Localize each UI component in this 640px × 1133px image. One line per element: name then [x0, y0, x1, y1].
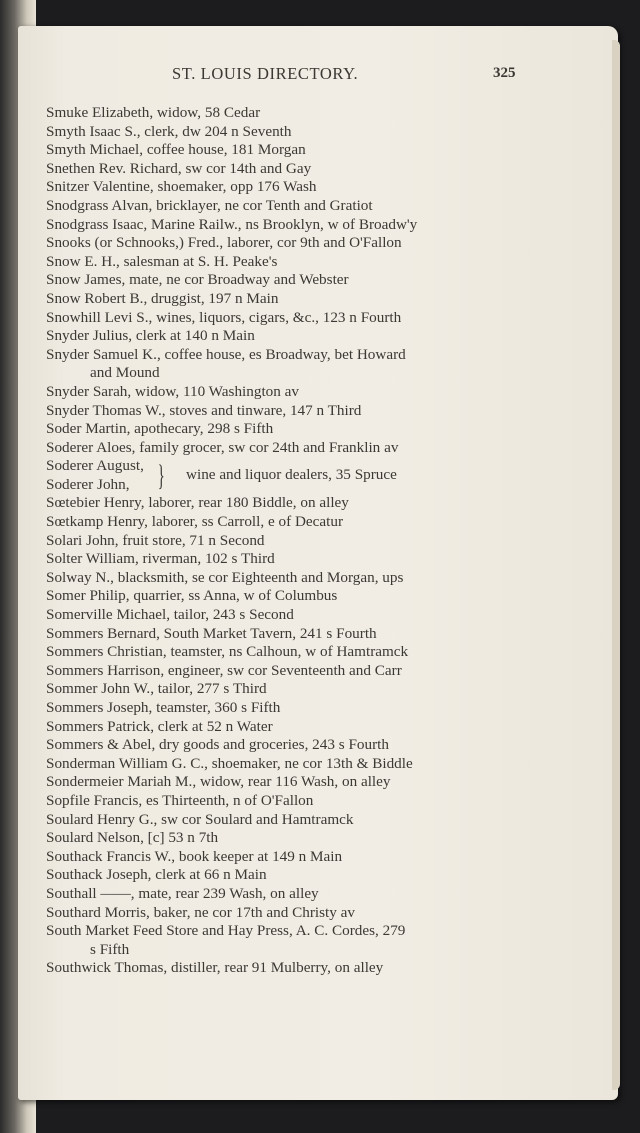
directory-entry: Sommers Christian, teamster, ns Calhoun, w of Hamtramck: [46, 643, 409, 661]
shared-description: wine and liquor dealers, 35 Spruce: [186, 466, 397, 484]
page-header: [0, 64, 640, 86]
directory-entry: Sœtebier Henry, laborer, rear 180 Biddle, on alley: [46, 494, 349, 512]
directory-entry: Somerville Michael, tailor, 243 s Second: [46, 606, 294, 624]
directory-entry: Solway N., blacksmith, se cor Eighteenth and Morgan, ups: [46, 568, 404, 586]
directory-entry: Snethen Rev. Richard, sw cor 14th and Gay: [46, 159, 312, 177]
directory-entry: South Market Feed Store and Hay Press, A. C. Cordes, 279: [46, 922, 406, 940]
directory-entry: Snyder Thomas W., stoves and tinware, 147 n Third: [46, 401, 362, 419]
directory-entries: [36, 104, 536, 978]
directory-entry: Snowhill Levi S., wines, liquors, cigars, &c., 123 n Fourth: [46, 308, 402, 326]
directory-entry: Solter William, riverman, 102 s Third: [46, 550, 275, 568]
grouped-entry: [36, 457, 536, 494]
page-edge: [612, 40, 620, 1090]
directory-entry: Snooks (or Schnooks,) Fred., laborer, cor 9th and O'Fallon: [46, 234, 402, 252]
directory-entry: Snodgrass Isaac, Marine Railw., ns Brooklyn, w of Broadw'y: [46, 215, 418, 233]
directory-entry: Sondermeier Mariah M., widow, rear 116 Wash, on alley: [46, 773, 391, 791]
directory-entry: Sommers Joseph, teamster, 360 s Fifth: [46, 699, 281, 716]
directory-entry: Southwick Thomas, distiller, rear 91 Mulberry, on alley: [46, 959, 384, 977]
directory-entry: Snitzer Valentine, shoemaker, opp 176 Wash: [46, 178, 317, 196]
page-number: 325: [493, 65, 516, 81]
entry-name: Soderer John,: [46, 475, 130, 493]
directory-entry: Soderer Aloes, family grocer, sw cor 24th and Franklin av: [46, 438, 399, 456]
directory-entry: Southack Joseph, clerk at 66 n Main: [46, 866, 267, 884]
directory-entry: Snow E. H., salesman at S. H. Peake's: [46, 252, 278, 270]
directory-entry: Smuke Elizabeth, widow, 58 Cedar: [46, 104, 261, 121]
directory-entry: Snow James, mate, ne cor Broadway and Webster: [46, 271, 349, 289]
directory-entry: Sonderman William G. C., shoemaker, ne cor 13th & Biddle: [46, 754, 413, 772]
directory-entry: Sœtkamp Henry, laborer, ss Carroll, e of Decatur: [46, 513, 344, 531]
directory-entry: Sommers Harrison, engineer, sw cor Seventeenth and Carr: [46, 661, 402, 679]
directory-entry: Southall ——, mate, rear 239 Wash, on alley: [46, 884, 319, 902]
directory-entry: Soulard Henry G., sw cor Soulard and Hamtramck: [46, 810, 354, 828]
directory-entry: Sommers Patrick, clerk at 52 n Water: [46, 717, 273, 735]
directory-entry: Solari John, fruit store, 71 n Second: [46, 531, 265, 549]
directory-entry: Snyder Julius, clerk at 140 n Main: [46, 327, 255, 345]
entry-continuation: s Fifth: [90, 940, 130, 958]
running-title: ST. LOUIS DIRECTORY.: [172, 64, 359, 83]
brace: }: [157, 459, 165, 493]
directory-entry: Sommers Bernard, South Market Tavern, 241 s Fourth: [46, 624, 377, 642]
entry-continuation: and Mound: [90, 364, 160, 382]
directory-entry: Snow Robert B., druggist, 197 n Main: [46, 289, 279, 307]
directory-entry: Sommers & Abel, dry goods and groceries, 243 s Fourth: [46, 736, 389, 754]
entry-name: Soderer August,: [46, 457, 144, 475]
directory-entry: Southard Morris, baker, ne cor 17th and Christy av: [46, 903, 355, 921]
directory-entry: Sopfile Francis, es Thirteenth, n of O'Fallon: [46, 791, 314, 809]
directory-entry: Sommer John W., tailor, 277 s Third: [46, 680, 267, 698]
directory-entry: Soulard Nelson, [c] 53 n 7th: [46, 829, 219, 847]
directory-entry: Snyder Samuel K., coffee house, es Broadway, bet Howard: [46, 345, 406, 363]
directory-entry: Southack Francis W., book keeper at 149 n Main: [46, 847, 343, 865]
directory-entry: Snodgrass Alvan, bricklayer, ne cor Tenth and Gratiot: [46, 196, 373, 214]
directory-entry: Snyder Sarah, widow, 110 Washington av: [46, 382, 299, 400]
directory-entry: Smyth Michael, coffee house, 181 Morgan: [46, 141, 306, 159]
directory-entry: Somer Philip, quarrier, ss Anna, w of Columbus: [46, 587, 338, 605]
directory-entry: Smyth Isaac S., clerk, dw 204 n Seventh: [46, 122, 292, 140]
directory-entry: Soder Martin, apothecary, 298 s Fifth: [46, 420, 274, 438]
